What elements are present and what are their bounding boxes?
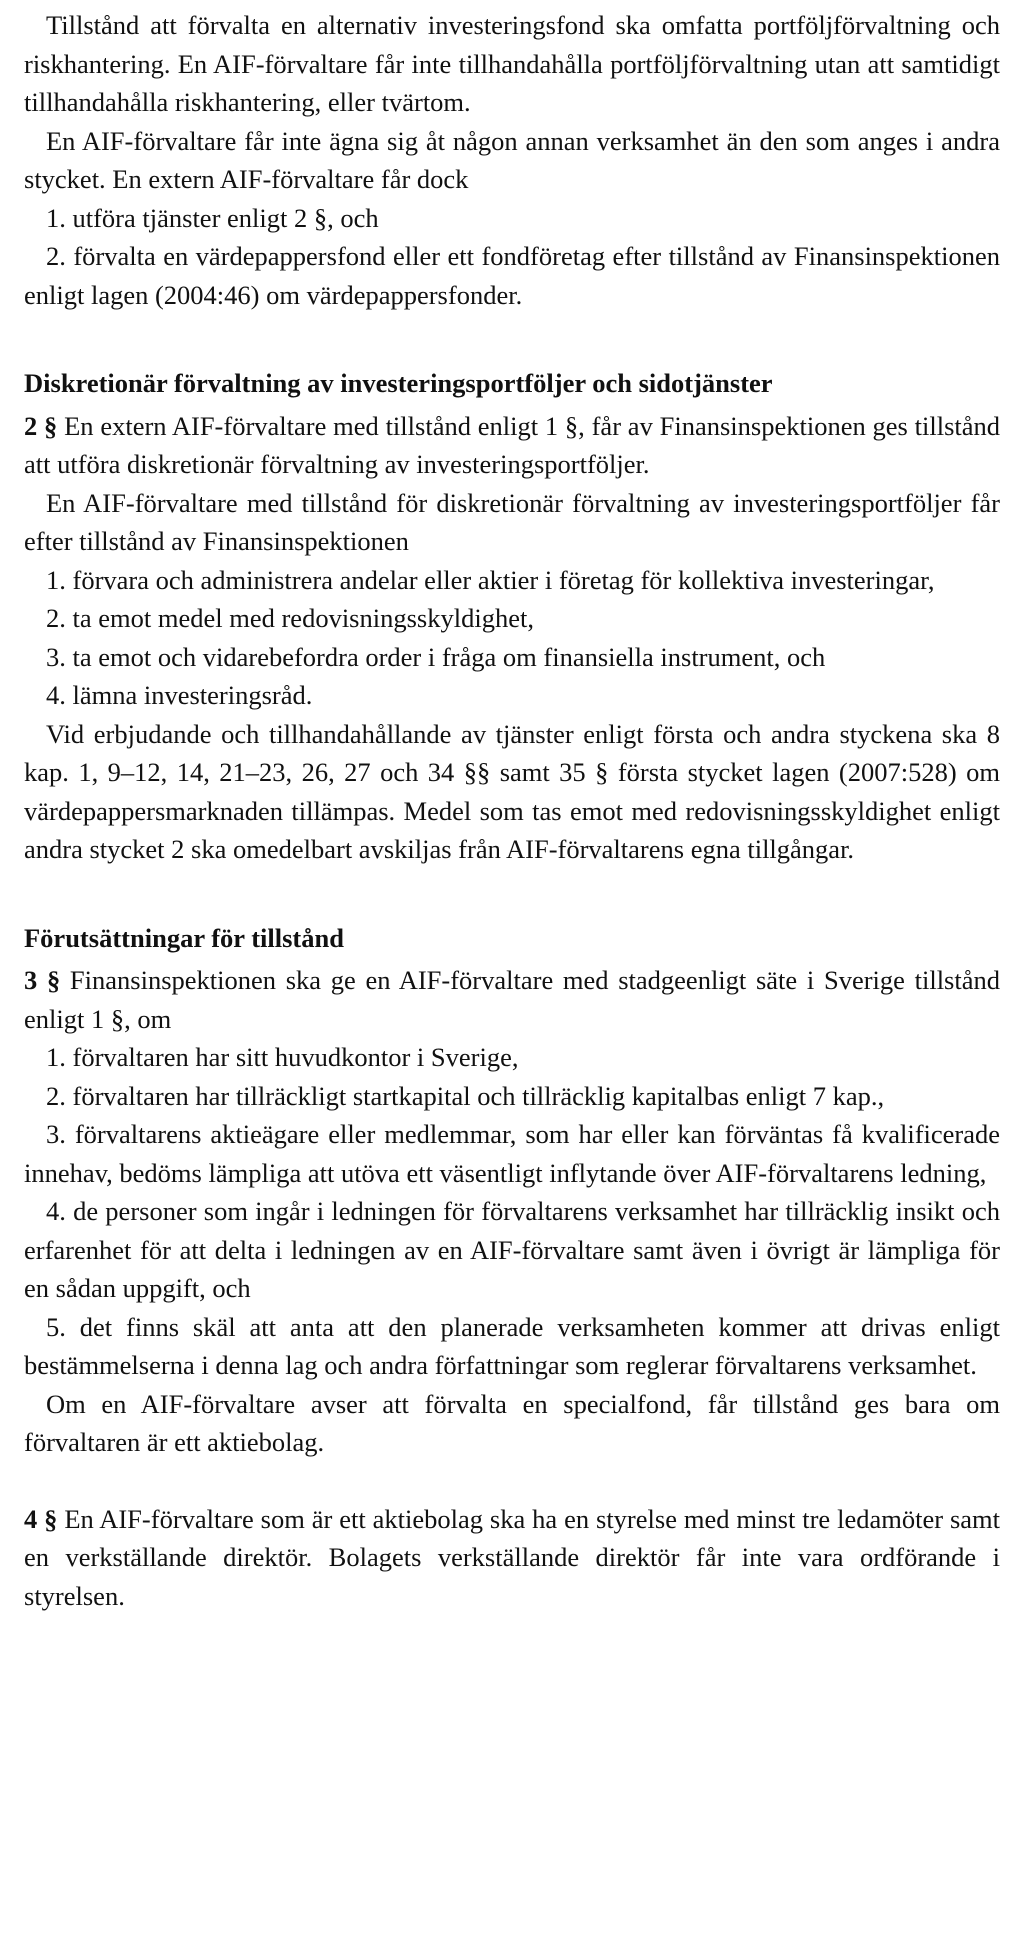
intro-list-item-2: 2. förvalta en värdepappersfond eller ett fondföretag efter tillstånd av Finansinspektionen enligt lagen (2004:46) om värdepappersfonder. xyxy=(24,241,1000,310)
section-2-number: 2 § xyxy=(24,410,58,441)
section-3-list-item-5: 5. det finns skäl att anta att den planerade verksamheten kommer att drivas enligt bestämmelserna i denna lag och andra författningar som reglerar förvaltarens verksamhet. xyxy=(24,1311,1000,1380)
section-2-list-item-2: 2. ta emot medel med redovisningsskyldighet, xyxy=(46,603,534,633)
section-3-number: 3 § xyxy=(24,965,61,995)
section-4-paragraph-1 xyxy=(24,1500,1000,1616)
section-2-heading: Diskretionär förvaltning av investeringsportföljer och sidotjänster xyxy=(24,368,773,398)
section-2-paragraph-3: Vid erbjudande och tillhandahållande av tjänster enligt första och andra styckena ska 8 kap. 1, 9–12, 14, 21–23, 26, 27 och 34 §§ samt 35 § första stycket lagen (2007:528) om värdepappersmarknaden tillämpas. Medel som tas emot med redovisningsskyldighet enligt andra stycket 2 ska omedelbart avskiljas från AIF-förvaltarens egna tillgångar. xyxy=(24,718,1000,864)
section-3-paragraph-1 xyxy=(24,961,1000,1038)
section-2-list-item-3: 3. ta emot och vidarebefordra order i fråga om finansiella instrument, och xyxy=(46,641,826,672)
section-3-heading: Förutsättningar för tillstånd xyxy=(24,922,344,953)
intro-list-item-1: 1. utföra tjänster enligt 2 §, och xyxy=(46,202,379,233)
document-page xyxy=(24,6,1000,1615)
section-3-list-item-1: 1. förvaltaren har sitt huvudkontor i Sverige, xyxy=(46,1042,519,1072)
section-4-paragraph-1-text: En AIF-förvaltare som är ett aktiebolag ska ha en styrelse med minst tre ledamöter samt en verkställande direktör. Bolagets verkställande direktör får inte vara ordförande i styrelsen. xyxy=(24,1503,1000,1611)
intro-paragraph-1: Tillstånd att förvalta en alternativ investeringsfond ska omfatta portföljförvaltning och riskhantering. En AIF-förvaltare får inte tillhandahålla portföljförvaltning utan att samtidigt tillhandahålla riskhantering, eller tvärtom. xyxy=(24,10,1000,117)
section-4-number: 4 § xyxy=(24,1503,58,1534)
section-3-list-item-2: 2. förvaltaren har tillräckligt startkapital och tillräcklig kapitalbas enligt 7 kap., xyxy=(46,1080,885,1111)
section-2-paragraph-1 xyxy=(24,407,1000,484)
section-3-list-item-3: 3. förvaltarens aktieägare eller medlemmar, som har eller kan förväntas få kvalificerade innehav, bedöms lämpliga att utöva ett väsentligt inflytande över AIF-förvaltarens ledning, xyxy=(24,1119,1000,1188)
intro-paragraph-2: En AIF-förvaltare får inte ägna sig åt någon annan verksamhet än den som anges i andra stycket. En extern AIF-förvaltare får dock xyxy=(24,125,1000,194)
section-3-list-item-4: 4. de personer som ingår i ledningen för förvaltarens verksamhet har tillräcklig insikt och erfarenhet för att delta i ledningen av en AIF-förvaltare samt även i övrigt är lämpliga för en sådan uppgift, och xyxy=(24,1196,1000,1303)
section-3-paragraph-2: Om en AIF-förvaltare avser att förvalta en specialfond, får tillstånd ges bara om förvaltaren är ett aktiebolag. xyxy=(24,1388,1000,1457)
section-2-paragraph-1-text: En extern AIF-förvaltare med tillstånd enligt 1 §, får av Finansinspektionen ges tillstånd att utföra diskretionär förvaltning av investeringsportföljer. xyxy=(24,410,1001,479)
section-2-list-item-4: 4. lämna investeringsråd. xyxy=(46,680,313,710)
section-2-paragraph-2: En AIF-förvaltare med tillstånd för diskretionär förvaltning av investeringsportföljer får efter tillstånd av Finansinspektionen xyxy=(24,487,1000,556)
section-3-paragraph-1-text: Finansinspektionen ska ge en AIF-förvaltare med stadgeenligt säte i Sverige tillstånd enligt 1 §, om xyxy=(24,965,1000,1034)
section-2-list-item-1: 1. förvara och administrera andelar eller aktier i företag för kollektiva investeringar, xyxy=(46,564,935,595)
